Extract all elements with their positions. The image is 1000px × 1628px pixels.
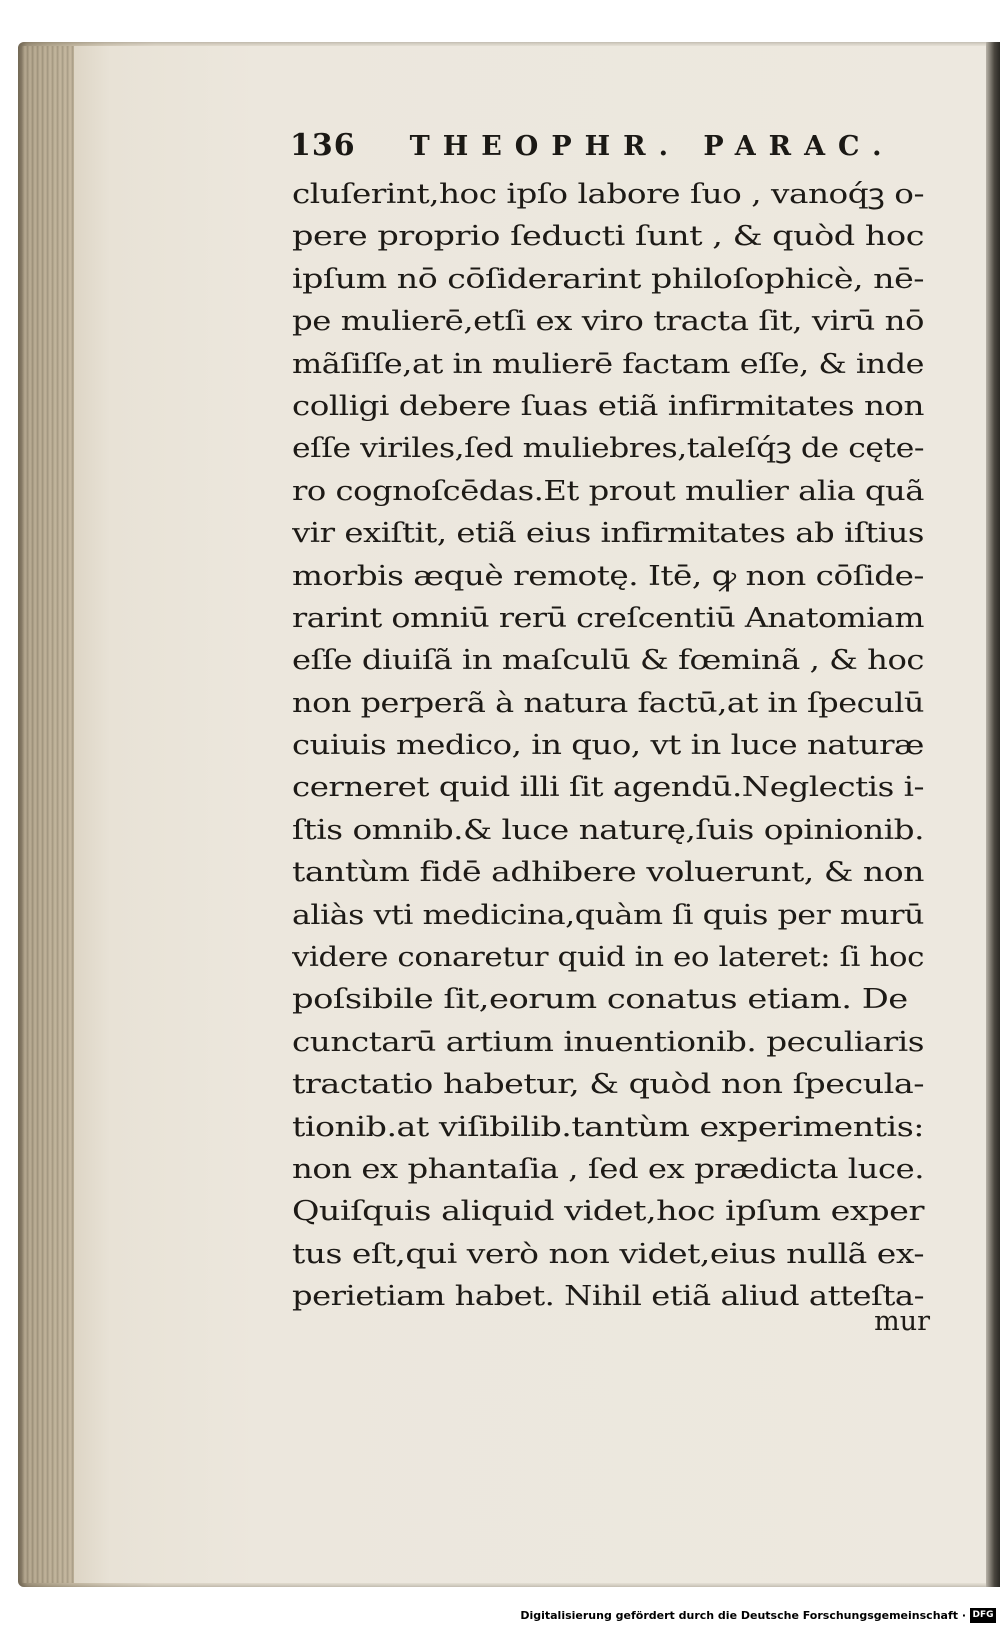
text-line: rarint omniū rerū creſcentiū Anatomiam: [292, 602, 924, 634]
text-line: Quiſquis aliquid videt,hoc ipſum exper: [292, 1196, 924, 1228]
text-line: pe mulierē,etſi ex viro tracta ſit, virū nō: [292, 306, 924, 338]
dfg-logo: DFG: [970, 1608, 996, 1623]
text-line: poſsibile ſit,eorum conatus etiam. De: [292, 984, 908, 1016]
funding-credit: Digitalisierung gefördert durch die Deutsche Forschungsgemeinschaft ·: [520, 1609, 966, 1622]
running-head: THEOPHR. PARAC.: [409, 131, 895, 162]
text-line: ipſum nō cōſiderarint philoſophicè, nē-: [292, 263, 924, 295]
text-line: eſſe viriles,ſed muliebres,taleſq́ꝫ de cęte-: [292, 433, 924, 465]
text-line: colligi debere ſuas etiã infirmitates non: [292, 390, 924, 422]
footer-bar: [0, 1604, 1000, 1628]
text-line: videre conaretur quid in eo lateret: ſi hoc: [292, 942, 924, 974]
text-line: non ex phantaſia , ſed ex prædicta luce.: [292, 1153, 924, 1185]
page-header: [290, 128, 930, 168]
text-line: cuiuis medico, in quo, vt in luce naturæ: [292, 730, 924, 762]
text-line: cerneret quid illi ſit agendū.Neglectis i-: [292, 772, 924, 804]
body-text: [292, 174, 932, 1319]
page-number: 136: [290, 128, 356, 163]
text-line: tantùm fidē adhibere voluerunt, & non: [292, 857, 924, 889]
text-line: ſtis omnib.& luce naturę,ſuis opinionib.: [292, 814, 924, 846]
text-line: mãſiſſe,at in mulierē factam eſſe, & inde: [292, 348, 924, 380]
text-line: vir exiſtit, etiã eius infirmitates ab iſtius: [292, 518, 924, 550]
text-line: cluſerint,hoc ipſo labore ſuo , vanoq́ꝫ o-: [292, 179, 924, 210]
text-line: perietiam habet. Nihil etiã aliud atteſta-: [292, 1281, 924, 1313]
text-line: tractatio habetur, & quòd non ſpecula-: [292, 1069, 924, 1101]
text-line: tus eſt,qui verò non videt,eius nullã ex-: [292, 1238, 924, 1270]
text-line: non perperã à natura factū,at in ſpeculū: [292, 687, 924, 719]
text-line: morbis æquè remotę. Itē, ꝙ non cōſide-: [292, 560, 924, 592]
page-edges: [22, 46, 82, 1583]
text-line: aliàs vti medicina,quàm ſi quis per murū: [292, 899, 924, 931]
text-line: eſſe diuiſã in maſculū & fœminã , & hoc: [292, 645, 924, 677]
text-line: ro cognoſcēdas.Et prout mulier alia quã: [292, 475, 924, 507]
catchword: mur: [874, 1306, 930, 1337]
text-line: pere proprio ſeducti ſunt , & quòd hoc: [292, 221, 924, 253]
text-line: tionib.at viſibilib.tantùm experimentis:: [292, 1111, 924, 1143]
text-line: cunctarū artium inuentionib. peculiaris: [292, 1026, 924, 1058]
page-shadow-edge: [986, 42, 1000, 1587]
